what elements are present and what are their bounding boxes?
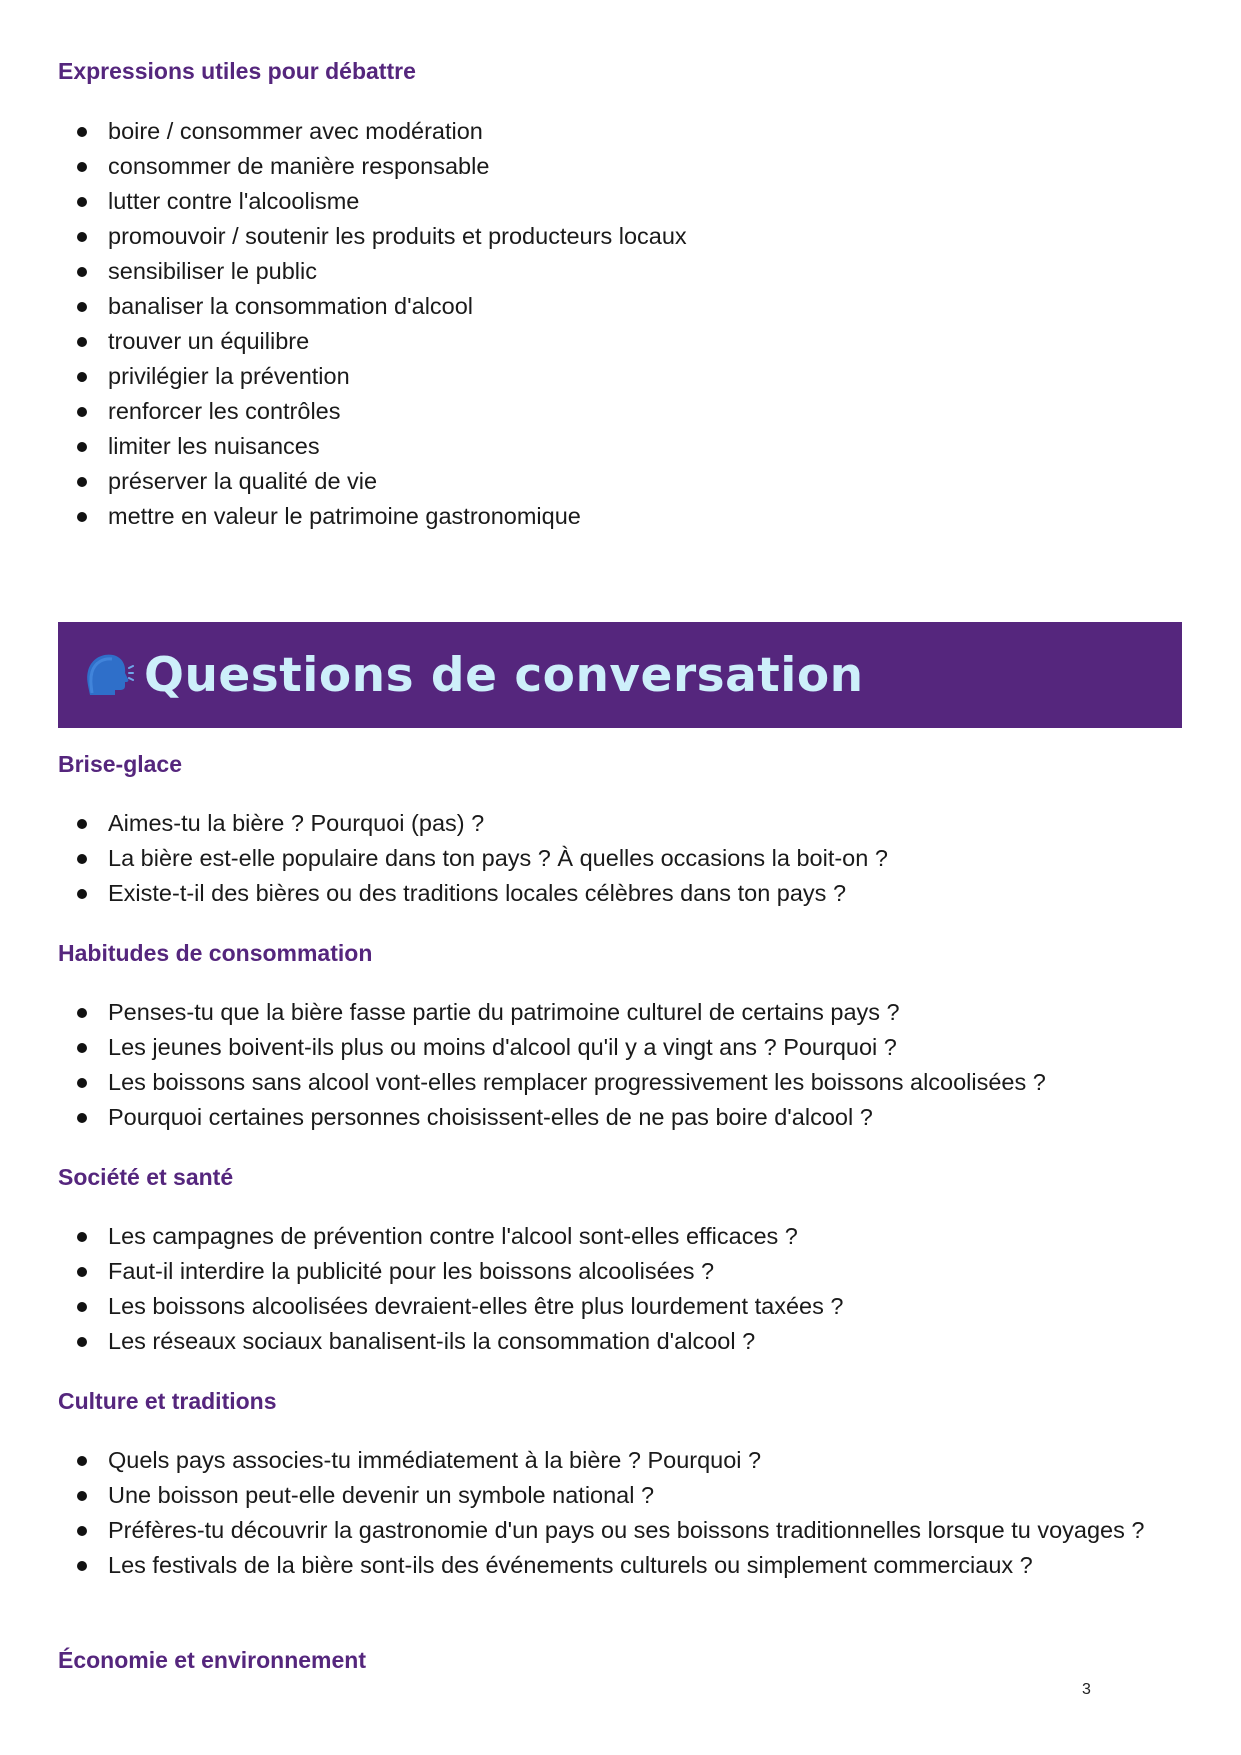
bullet-icon (77, 162, 87, 172)
section-heading: Culture et traditions (58, 1388, 277, 1414)
section-heading: Économie et environnement (58, 1647, 367, 1673)
list-item: Une boisson peut-elle devenir un symbole national ? (58, 1478, 1182, 1513)
section-culture-traditions (58, 1388, 1182, 1583)
list-item: mettre en valeur le patrimoine gastronomique (58, 499, 1182, 534)
bullet-icon (77, 267, 87, 277)
list-item: Les campagnes de prévention contre l'alcool sont-elles efficaces ? (58, 1219, 1182, 1254)
bullet-icon (77, 1008, 87, 1018)
bullet-icon (77, 1078, 87, 1088)
bullet-icon (77, 407, 87, 417)
section-heading: Brise-glace (58, 751, 183, 777)
list-item: limiter les nuisances (58, 429, 1182, 464)
list-item: Faut-il interdire la publicité pour les boissons alcoolisées ? (58, 1254, 1182, 1289)
question-list (58, 806, 1182, 911)
list-item: préserver la qualité de vie (58, 464, 1182, 499)
bullet-icon (77, 1232, 87, 1242)
bullet-icon (77, 1526, 87, 1536)
list-item: Les réseaux sociaux banalisent-ils la consommation d'alcool ? (58, 1324, 1182, 1359)
expressions-heading: Expressions utiles pour débattre (58, 58, 416, 84)
list-item: Les boissons sans alcool vont-elles remplacer progressivement les boissons alcoolisées ? (58, 1065, 1182, 1100)
question-list (58, 1443, 1182, 1583)
list-item: Aimes-tu la bière ? Pourquoi (pas) ? (58, 806, 1182, 841)
bullet-icon (77, 1113, 87, 1123)
section-habitudes (58, 940, 1182, 1135)
bullet-icon (77, 197, 87, 207)
list-item: trouver un équilibre (58, 324, 1182, 359)
list-item: Existe-t-il des bières ou des traditions locales célèbres dans ton pays ? (58, 876, 1182, 911)
speaking-head-icon (82, 649, 134, 701)
bullet-icon (77, 889, 87, 899)
bullet-icon (77, 337, 87, 347)
banner-title: Questions de conversation (144, 647, 864, 703)
list-item: consommer de manière responsable (58, 149, 1182, 184)
bullet-icon (77, 1561, 87, 1571)
page-number: 3 (1082, 1681, 1091, 1698)
list-item: Les boissons alcoolisées devraient-elles être plus lourdement taxées ? (58, 1289, 1182, 1324)
list-item: boire / consommer avec modération (58, 114, 1182, 149)
list-item: sensibiliser le public (58, 254, 1182, 289)
list-item: Penses-tu que la bière fasse partie du patrimoine culturel de certains pays ? (58, 995, 1182, 1030)
bullet-icon (77, 1043, 87, 1053)
bullet-icon (77, 442, 87, 452)
section-brise-glace (58, 751, 1182, 911)
section-economie-environnement (58, 1647, 1182, 1702)
bullet-icon (77, 1302, 87, 1312)
bullet-icon (77, 232, 87, 242)
conversation-banner (58, 622, 1182, 728)
bullet-icon (77, 1267, 87, 1277)
bullet-icon (77, 477, 87, 487)
list-item: Préfères-tu découvrir la gastronomie d'un pays ou ses boissons traditionnelles lorsque tu voyages ? (58, 1513, 1182, 1548)
list-item: Pourquoi certaines personnes choisissent-elles de ne pas boire d'alcool ? (58, 1100, 1182, 1135)
bullet-icon (77, 1456, 87, 1466)
section-heading: Habitudes de consommation (58, 940, 373, 966)
list-item: renforcer les contrôles (58, 394, 1182, 429)
list-item: Quels pays associes-tu immédiatement à la bière ? Pourquoi ? (58, 1443, 1182, 1478)
question-list (58, 995, 1182, 1135)
list-item: promouvoir / soutenir les produits et producteurs locaux (58, 219, 1182, 254)
bullet-icon (77, 127, 87, 137)
question-list (58, 1219, 1182, 1359)
bullet-icon (77, 512, 87, 522)
section-heading: Société et santé (58, 1164, 234, 1190)
bullet-icon (77, 1491, 87, 1501)
expressions-list (58, 114, 1182, 534)
bullet-icon (77, 819, 87, 829)
bullet-icon (77, 1337, 87, 1347)
list-item: privilégier la prévention (58, 359, 1182, 394)
list-item: Les jeunes boivent-ils plus ou moins d'alcool qu'il y a vingt ans ? Pourquoi ? (58, 1030, 1182, 1065)
bullet-icon (77, 302, 87, 312)
section-societe-sante (58, 1164, 1182, 1359)
list-item: Les festivals de la bière sont-ils des événements culturels ou simplement commerciaux ? (58, 1548, 1182, 1583)
list-item: banaliser la consommation d'alcool (58, 289, 1182, 324)
list-item: La bière est-elle populaire dans ton pays ? À quelles occasions la boit-on ? (58, 841, 1182, 876)
bullet-icon (77, 372, 87, 382)
bullet-icon (77, 854, 87, 864)
list-item: lutter contre l'alcoolisme (58, 184, 1182, 219)
